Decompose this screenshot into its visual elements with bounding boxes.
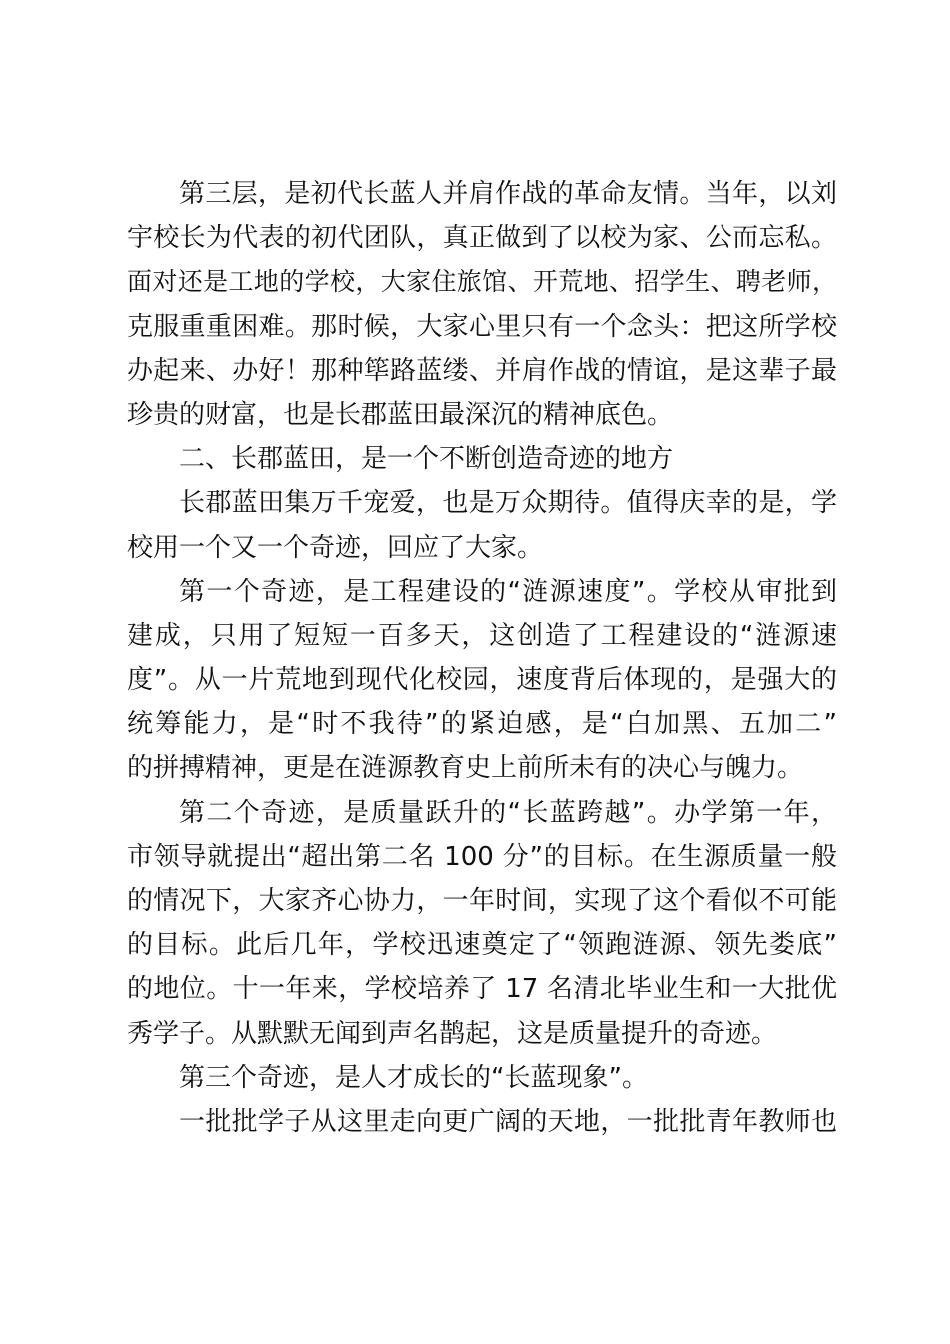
text-line: 长郡蓝田集万千宠爱，也是万众期待。值得庆幸的是，学: [179, 488, 837, 519]
text-line: 市领导就提出“超出第二名 100 分”的目标。在生源质量一般: [127, 841, 837, 872]
section-heading: 二、长郡蓝田，是一个不断创造奇迹的地方: [179, 444, 674, 475]
text-line: 第三层，是初代长蓝人并肩作战的革命友情。当年，以刘: [179, 179, 837, 209]
text-line: 统筹能力，是“时不我待”的紧迫感，是“白加黑、五加二”: [127, 709, 837, 740]
text-line: 秀学子。从默默无闻到声名鹊起，这是质量提升的奇迹。: [127, 1018, 778, 1049]
text-line: 第二个奇迹，是质量跃升的“长蓝跨越”。办学第一年，: [179, 797, 837, 828]
body-text: [127, 172, 837, 1144]
text-line: 的地位。十一年来，学校培养了 17 名清北毕业生和一大批优: [127, 974, 837, 1005]
text-line: 第三个奇迹，是人才成长的“长蓝现象”。: [179, 1062, 648, 1093]
text-line: 克服重重困难。那时候，大家心里只有一个念头：把这所学校: [127, 311, 837, 342]
text-line: 面对还是工地的学校，大家住旅馆、开荒地、招学生、聘老师，: [127, 267, 837, 297]
text-line: 建成，只用了短短一百多天，这创造了工程建设的“涟源速: [127, 620, 837, 651]
text-line: 一批批学子从这里走向更广阔的天地，一批批青年教师也: [179, 1106, 837, 1137]
text-line: 珍贵的财富，也是长郡蓝田最深沉的精神底色。: [127, 399, 674, 430]
text-line: 第一个奇迹，是工程建设的“涟源速度”。学校从审批到: [179, 576, 837, 607]
text-line: 宇校长为代表的初代团队，真正做到了以校为家、公而忘私。: [127, 223, 837, 254]
text-line: 度”。从一片荒地到现代化校园，速度背后体现的，是强大的: [127, 665, 837, 696]
text-line: 校用一个又一个奇迹，回应了大家。: [127, 532, 544, 563]
text-line: 的拼搏精神，更是在涟源教育史上前所未有的决心与魄力。: [127, 753, 804, 784]
text-line: 办起来、办好！那种筚路蓝缕、并肩作战的情谊，是这辈子最: [127, 355, 837, 386]
text-line: 的目标。此后几年，学校迅速奠定了“领跑涟源、领先娄底”: [127, 930, 837, 961]
text-line: 的情况下，大家齐心协力，一年时间，实现了这个看似不可能: [127, 886, 837, 916]
